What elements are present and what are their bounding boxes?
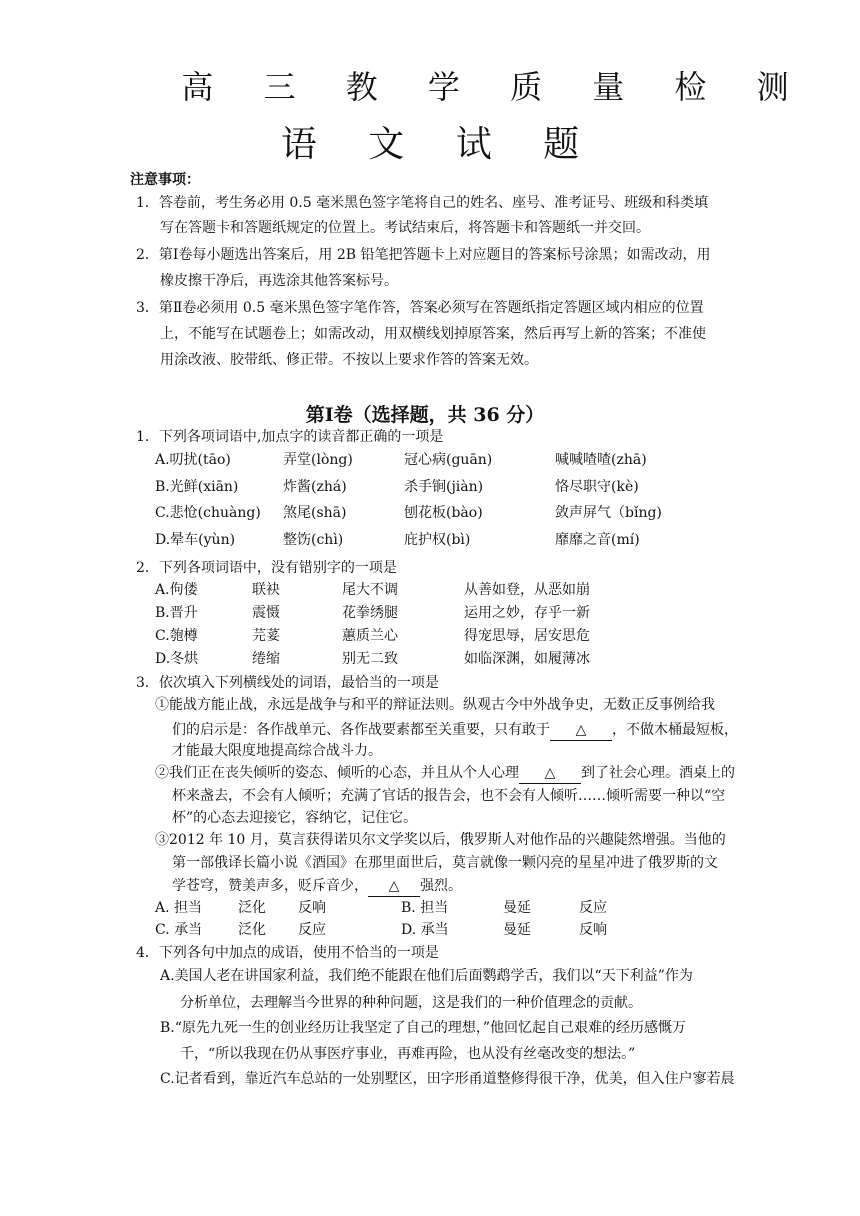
q2-item: 花拳绣腿 xyxy=(342,605,398,621)
q2-item: 运用之妙，存乎一新 xyxy=(464,605,590,621)
q4-option-line: A.美国人老在讲国家利益，我们绝不能跟在他们后面鹦鹉学舌，我们以“天下利益”作为 xyxy=(160,968,693,984)
q3-item: D. 承当 xyxy=(401,922,449,938)
question-3-stem: 3．依次填入下列横线处的词语，最恰当的一项是 xyxy=(136,675,439,691)
fill-blank: △ xyxy=(550,720,612,741)
question-1-stem: 1．下列各项词语中,加点字的读音都正确的一项是 xyxy=(136,429,444,445)
q3-item: 曼延 xyxy=(503,900,531,916)
q2-item: 联袂 xyxy=(252,582,280,598)
q2-item: 绻缩 xyxy=(252,651,280,667)
question-4-stem: 4．下列各句中加点的成语，使用不恰当的一项是 xyxy=(136,945,439,961)
exam-subtitle: 语 文 试 题 xyxy=(280,124,600,165)
q2-item: 芫荽 xyxy=(252,628,280,644)
q3-item: 反响 xyxy=(298,900,326,916)
q3-item: 曼延 xyxy=(503,922,531,938)
q1-item: 整饬(chì) xyxy=(283,532,344,548)
q4-option-line: 千，“所以我现在仍从事医疗事业，再难再险，也从没有丝毫改变的想法。” xyxy=(180,1046,636,1062)
q1-item: 恪尽职守(kè) xyxy=(555,479,639,495)
notice-line: 1．答卷前，考生务必用 0.5 毫米黑色签字笔将自己的姓名、座号、准考证号、班级和科类填 xyxy=(136,195,709,211)
exam-title: 高 三 教 学 质 量 检 测 xyxy=(181,68,809,106)
q1-item: D.晕车(yùn) xyxy=(155,532,236,548)
q3-item: 泛化 xyxy=(238,922,266,938)
notice-line: 上，不能写在试题卷上；如需改动，用双横线划掉原答案，然后再写上新的答案；不准使 xyxy=(160,326,706,342)
q2-item: 尾大不调 xyxy=(342,582,398,598)
q3-passage-line: 学苍穹，赞美声多，贬斥音少， △ 强烈。 xyxy=(172,876,462,897)
q3-passage-line: ③2012 年 10 月，莫言获得诺贝尔文学奖以后，俄罗斯人对他作品的兴趣陡然增强。当他的 xyxy=(155,832,726,848)
q3-passage-line: 杯”的心态去迎接它，容纳它，记住它。 xyxy=(172,810,418,826)
q1-item: A.叨扰(tāo) xyxy=(155,452,231,468)
q3-passage-line: 第一部俄译长篇小说《酒国》在那里面世后，莫言就像一颗闪亮的星星冲进了俄罗斯的文 xyxy=(172,855,718,871)
q3-passage-line: ②我们正在丧失倾听的姿态、倾听的心态，并且从个人心理 △ 到了社会心理。酒桌上的 xyxy=(155,763,735,784)
q2-item: 别无二致 xyxy=(342,651,398,667)
notice-line: 用涂改液、胶带纸、修正带。不按以上要求作答的答案无效。 xyxy=(160,352,538,368)
q3-passage-line: 们的启示是：各作战单元、各作战要素都至关重要，只有敢于 △ ，不做木桶最短板， xyxy=(172,720,738,741)
q1-item: 炸酱(zhá) xyxy=(283,479,347,495)
q1-item: 弄堂(lòng) xyxy=(283,452,353,468)
section-title: 第Ⅰ卷（选择题，共 36 分） xyxy=(305,404,545,426)
q3-passage-line: 才能最大限度地提高综合战斗力。 xyxy=(172,743,382,759)
q1-item: C.悲怆(chuàng) xyxy=(155,505,261,521)
fill-blank: △ xyxy=(519,763,581,784)
q3-item: 泛化 xyxy=(238,900,266,916)
q1-item: 冠心病(guān) xyxy=(404,452,493,468)
q3-item: 反响 xyxy=(579,922,607,938)
q2-item: 从善如登，从恶如崩 xyxy=(464,582,590,598)
q2-item: 蕙质兰心 xyxy=(342,628,398,644)
notice-line: 2．第Ⅰ卷每小题选出答案后，用 2B 铅笔把答题卡上对应题目的答案标号涂黑；如需改动，用 xyxy=(136,247,711,263)
q2-item: 得宠思辱，居安思危 xyxy=(464,628,590,644)
q4-option-line: 分析单位，去理解当今世界的种种问题，这是我们的一种价值理念的贡献。 xyxy=(180,995,642,1011)
q3-item: 反应 xyxy=(579,900,607,916)
q1-item: 喊喊喳喳(zhā) xyxy=(555,452,647,468)
q2-item: B.晋升 xyxy=(155,605,198,621)
q1-item: 刨花板(bào) xyxy=(404,505,483,521)
q2-item: D.冬烘 xyxy=(155,651,199,667)
q3-passage-line: ①能战方能止战，永远是战争与和平的辩证法则。纵观古今中外战争史，无数正反事例给我 xyxy=(155,697,715,713)
q3-item: B. 担当 xyxy=(401,900,449,916)
notice-line: 3．第Ⅱ卷必须用 0.5 毫米黑色签字笔作答，答案必须写在答题纸指定答题区域内相应的位置 xyxy=(136,300,704,316)
q1-item: 庇护权(bì) xyxy=(404,532,471,548)
q2-item: C.匏樽 xyxy=(155,628,198,644)
q4-option-line: B.“原先九死一生的创业经历让我坚定了自己的理想，”他回忆起自己艰难的经历感慨万 xyxy=(160,1020,687,1036)
q2-item: 如临深渊，如履薄冰 xyxy=(464,651,590,667)
q3-item: A. 担当 xyxy=(155,900,203,916)
q2-item: 震慑 xyxy=(252,605,280,621)
q3-item: 反应 xyxy=(298,922,326,938)
q4-option-line: C.记者看到，靠近汽车总站的一处别墅区，田字形甬道整修得很干净，优美，但入住户寥若晨 xyxy=(160,1071,735,1087)
notice-line: 橡皮擦干净后，再选涂其他答案标号。 xyxy=(160,273,398,289)
question-2-stem: 2．下列各项词语中，没有错别字的一项是 xyxy=(136,560,397,576)
fill-blank: △ xyxy=(368,876,420,897)
q2-item: A.佝偻 xyxy=(155,582,198,598)
q1-item: 靡靡之音(mí) xyxy=(555,532,640,548)
q3-item: C. 承当 xyxy=(155,922,203,938)
q3-passage-line: 杯来盏去，不会有人倾听；充满了官话的报告会，也不会有人倾听……倾听需要一种以“空 xyxy=(172,788,726,804)
notice-line: 写在答题卡和答题纸规定的位置上。考试结束后，将答题卡和答题纸一并交回。 xyxy=(160,220,650,236)
notice-heading: 注意事项： xyxy=(130,172,200,188)
q1-item: B.光鲜(xiān) xyxy=(155,479,239,495)
q1-item: 煞尾(shā) xyxy=(283,505,347,521)
q1-item: 杀手锏(jiàn) xyxy=(404,479,484,495)
q1-item: 敛声屏气（bǐng) xyxy=(555,505,662,521)
